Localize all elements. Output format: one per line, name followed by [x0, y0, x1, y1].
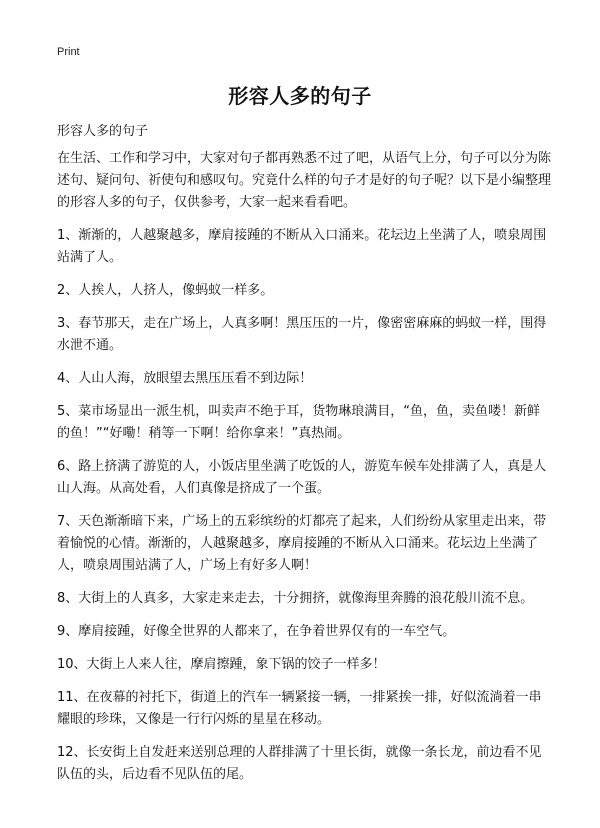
article-subtitle: 形容人多的句子 [57, 124, 149, 139]
print-link[interactable]: Print [57, 46, 80, 58]
sentence-item-2: 2、人挨人，人挤人，像蚂蚁一样多。 [57, 283, 274, 298]
sentence-item-5: 5、菜市场显出一派生机，叫卖声不绝于耳，货物琳琅满目，“鱼，鱼，卖鱼喽！新鲜的鱼！”“好嘞！稍等一下啊！给你拿来！”真热闹。 [57, 404, 541, 441]
sentence-item-7: 7、天色渐渐暗下来，广场上的五彩缤纷的灯都亮了起来，人们纷纷从家里走出来，带着愉悦的心情。渐渐的，人越聚越多，摩肩接踵的不断从入口涌来。花坛边上坐满了人，喷泉周围站满了人，广场上有好多人啊！ [57, 514, 547, 573]
sentence-item-6: 6、路上挤满了游览的人，小饭店里坐满了吃饭的人，游览车候车处排满了人，真是人山人海。从高处看，人们真像是挤成了一个蛋。 [57, 459, 547, 496]
sentence-item-10: 10、大街上人来人往，摩肩擦踵，象下锅的饺子一样多！ [57, 657, 386, 672]
sentence-item-4: 4、人山人海，放眼望去黑压压看不到边际！ [57, 371, 313, 386]
sentence-item-1: 1、渐渐的，人越聚越多，摩肩接踵的不断从入口涌来。花坛边上坐满了人，喷泉周围站满了人。 [57, 228, 547, 265]
sentence-item-9: 9、摩肩接踵，好像全世界的人都来了，在争着世界仅有的一车空气。 [57, 624, 456, 639]
sentence-item-11: 11、在夜幕的衬托下，街道上的汽车一辆紧接一辆，一排紧挨一排，好似流淌着一串耀眼的珍珠，又像是一行行闪烁的星星在移动。 [57, 690, 542, 727]
intro-paragraph: 在生活、工作和学习中，大家对句子都再熟悉不过了吧，从语气上分，句子可以分为陈述句、疑问句、祈使句和感叹句。究竟什么样的句子才是好的句子呢？以下是小编整理的形容人多的句子，仅供参考，大家一起来看看吧。 [57, 151, 552, 210]
sentence-item-3: 3、春节那天，走在广场上，人真多啊！黑压压的一片，像密密麻麻的蚂蚁一样，围得水泄不通。 [57, 316, 547, 353]
sentence-item-12: 12、长安街上自发赶来送别总理的人群排满了十里长街，就像一条长龙，前边看不见队伍的头，后边看不见队伍的尾。 [57, 745, 542, 782]
page-title: 形容人多的句子 [228, 84, 372, 108]
sentence-item-8: 8、大街上的人真多，大家走来走去，十分拥挤，就像海里奔腾的浪花般川流不息。 [57, 591, 534, 606]
article-body [57, 148, 551, 797]
